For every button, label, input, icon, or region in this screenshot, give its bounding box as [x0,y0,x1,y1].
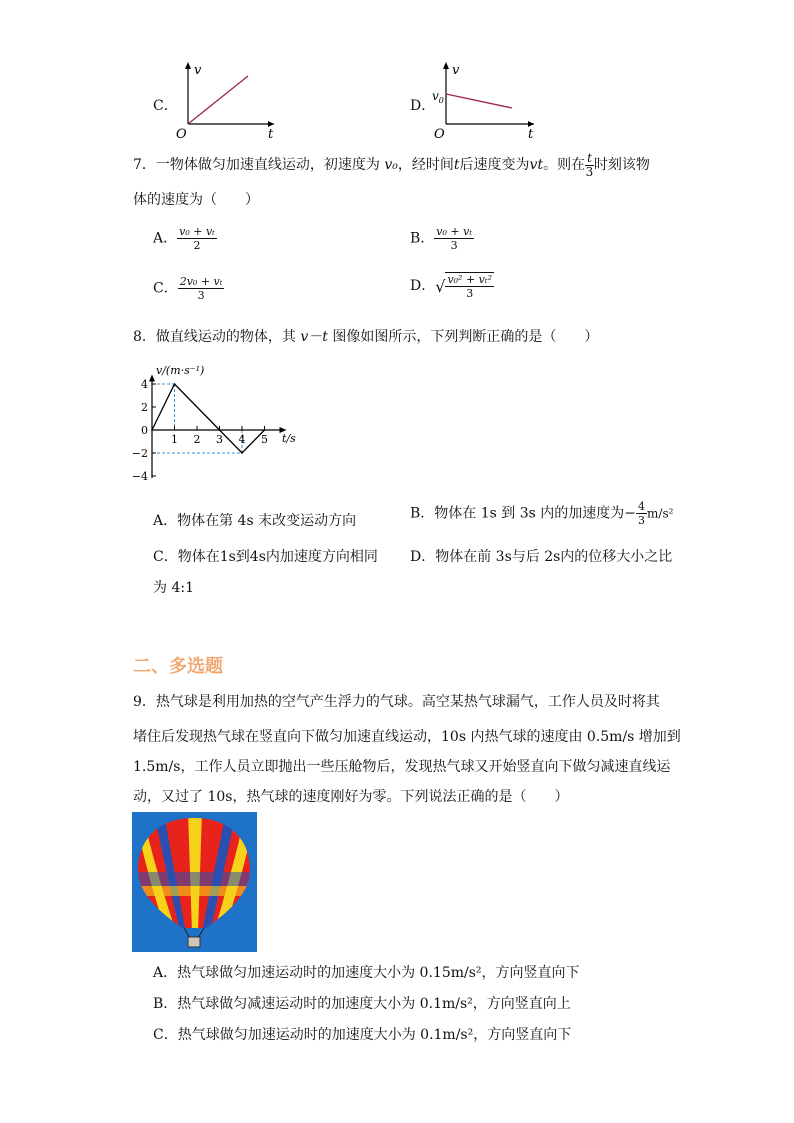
q7-stem-line2: 体的速度为（ ） [133,192,259,208]
vt-series-line [152,384,265,453]
vt-data-point [264,429,266,431]
option-d-label: D． [410,98,436,114]
vt-y-tick-label: 4 [141,378,148,391]
q8-option-a[interactable]: A．物体在第 4s 末改变运动方向 [153,513,357,529]
vt-data-point [241,452,243,454]
q8-option-d-line1[interactable]: D．物体在前 3s与后 2s内的位移大小之比 [410,549,673,565]
vt-chart [132,358,307,490]
graph-d-line [446,94,512,108]
q7-option-d[interactable]: D．√ $\frac{\text{v₀² + vₜ²}}{3}$ [410,273,493,300]
graph-c-line [188,76,248,124]
graph-d-v-arrow [443,62,449,69]
graph-d-v0-label: $v_0$ [432,89,444,105]
q9-line1: 9．热气球是利用加热的空气产生浮力的气球。高空某热气球漏气，工作人员及时将其 [133,694,660,710]
vt-y-axis-label: v/(m·s⁻¹) [156,364,205,377]
graph-d-v-label: v [452,63,460,78]
q9-line3: 1.5m/s，工作人员立即抛出一些压舱物后，发现热气球又开始竖直向下做匀减速直线运 [133,759,671,775]
graph-c-t-label: t [268,127,274,140]
balloon-basket [188,937,200,947]
vt-y-axis-arrow [149,375,155,382]
q7-option-c[interactable]: C． $\frac{\text{2v₀ + vₜ}}{3}$ [153,275,223,302]
graph-d [430,58,540,140]
section-title-multiple-choice: 二、多选题 [133,656,223,677]
vt-x-tick-label: 2 [193,433,201,446]
vt-x-tick-label: 1 [171,433,178,446]
q9-line2: 堵住后发现热气球在竖直向下做匀加速直线运动，10s 内热气球的速度由 0.5m/s 增加到 [133,729,681,745]
sqrt-symbol: √ [435,276,446,296]
vt-data-point [151,429,153,431]
vt-y-tick-label: 2 [141,401,148,414]
q9-option-b[interactable]: B．热气球做匀减速运动时的加速度大小为 0.1m/s²，方向竖直向上 [153,996,571,1012]
q7-option-b[interactable]: B． $\frac{\text{v₀ + vₜ}}{3}$ [410,225,473,252]
vt-data-point [219,429,221,431]
vt-x-tick-label: 3 [216,433,223,446]
vt-data-point [174,383,176,385]
q7-stem-line1: 7．一物体做匀加速直线运动，初速度为 v₀，经时间t后速度变为vt。则在 $\frac{t}{3}$ 时刻该物 [133,150,650,179]
hot-air-balloon-image [132,812,257,952]
q9-option-c[interactable]: C．热气球做匀加速运动时的加速度大小为 0.1m/s²，方向竖直向下 [153,1027,572,1043]
vt-x-tick-label: 5 [261,433,268,446]
q8-stem: 8．做直线运动的物体，其 v－t 图像如图所示，下列判断正确的是（ ） [133,329,599,345]
vt-y-tick-label: −2 [132,447,148,460]
graph-c-v-arrow [185,62,191,69]
q7-option-a[interactable]: A． $\frac{\text{v₀ + vₜ}}{2}$ [153,225,215,252]
graph-d-origin: O [434,127,445,140]
q8-option-d-line2: 为 4:1 [153,580,194,596]
option-c-label: C． [153,98,178,114]
q8-option-c[interactable]: C．物体在1s到4s内加速度方向相同 [153,549,378,565]
graph-c-v-label: v [194,63,202,78]
vt-y-tick-label: −4 [132,470,148,483]
vt-y-tick-label: 0 [141,424,148,437]
graph-c-origin: O [176,127,187,140]
q8-option-b[interactable]: B．物体在 1s 到 3s 内的加速度为− $\frac{4}{3}$ m/s² [410,500,674,527]
q9-option-a[interactable]: A．热气球做匀加速运动时的加速度大小为 0.15m/s²，方向竖直向下 [153,965,580,981]
q9-line4: 动，又过了 10s，热气球的速度刚好为零。下列说法正确的是（ ） [133,789,569,805]
vt-x-axis-label: t/s [282,432,296,445]
vt-x-tick-label: 4 [238,433,246,446]
graph-d-t-label: t [528,127,534,140]
graph-c [170,58,280,140]
